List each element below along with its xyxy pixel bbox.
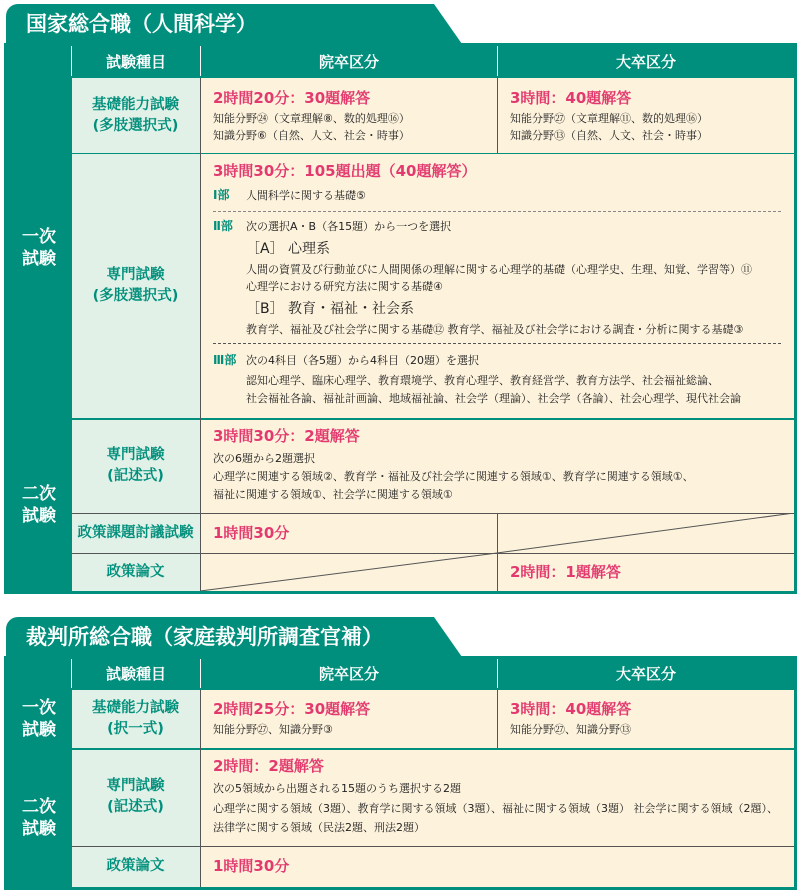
section2-written-time: 2時間：2題解答 — [213, 757, 324, 775]
section1-second-stage-label: 二次 試験 — [7, 418, 71, 591]
section2-written-cell — [200, 748, 794, 846]
section1-specialty-cell — [200, 153, 794, 418]
section2-basic-grad-time: 2時間25分：30題解答 — [213, 700, 371, 718]
grid-line — [71, 153, 794, 154]
section1-basic-grad-time: 2時間20分：30題解答 — [213, 89, 371, 107]
section1-option-b-title: ［B］ 教育・福祉・社会系 — [246, 301, 415, 317]
section2-second-stage-label: 二次 試験 — [7, 748, 71, 887]
diagonal-line-essay-grad — [200, 553, 497, 591]
section1-first-stage-label: 一次 試験 — [7, 78, 71, 418]
section1-part1-text: 人間科学に関する基礎⑤ — [246, 189, 366, 202]
section1-header-graduate: 院卒区分 — [200, 46, 497, 76]
section2-written-line2: 心理学に関する領域（3題）、教育学に関する領域（3題）、福祉に関する領域（3題） 社会学に関する領域（2題）、 — [213, 802, 778, 815]
section1-option-a-title: ［A］ 心理系 — [246, 241, 331, 257]
section1-option-a-line2: 心理学における研究方法に関する基礎④ — [246, 280, 443, 293]
section2-first-stage-label: 一次 試験 — [7, 690, 71, 748]
section2-written-line1: 次の5領域から出題される15題のうち選択する2題 — [213, 782, 461, 795]
section1-written-line1: 次の6題から2題選択 — [213, 452, 315, 465]
section2-basic-grad-line1: 知能分野㉗、知識分野③ — [213, 723, 333, 736]
grid-line — [71, 78, 72, 591]
section2-header-exam: 試験種目 — [71, 659, 200, 688]
section1-specialty-time: 3時間30分：105題出題（40題解答） — [213, 162, 477, 180]
section2-header-blank — [7, 659, 71, 688]
diagonal-line-debate-ug — [497, 513, 794, 553]
section1-title: 国家総合職（人間科学） — [26, 12, 257, 36]
section2-basic-ug-line1: 知能分野㉗、知識分野⑬ — [510, 723, 631, 736]
section1-written-time: 3時間30分：2題解答 — [213, 427, 360, 445]
section1-header-undergraduate: 大卒区分 — [497, 46, 794, 76]
section1-part1-label: Ⅰ部 — [213, 188, 230, 202]
section1-written-line3: 福祉に関連する領域①、社会学に関連する領域① — [213, 488, 453, 501]
section2-title: 裁判所総合職（家庭裁判所調査官補） — [26, 625, 383, 649]
section1-essay-ug-time: 2時間：1題解答 — [510, 563, 621, 581]
grid-line — [497, 78, 498, 153]
section2-basic-exam-name: 基礎能力試験 (択一式) — [71, 690, 200, 748]
section2-essay-exam-name: 政策論文 — [71, 846, 200, 887]
section2-basic-ug-time: 3時間：40題解答 — [510, 700, 632, 718]
not-applicable-diagonal — [200, 513, 794, 591]
section2-written-line3: 法律学に関する領域（民法2題、刑法2題） — [213, 821, 425, 834]
section1-basic-ug-line2: 知識分野⑬（自然、人文、社会・時事） — [510, 129, 708, 142]
grid-line — [7, 688, 794, 690]
grid-line — [7, 748, 794, 750]
grid-line — [200, 690, 201, 887]
grid-line — [7, 76, 794, 78]
section1-part-divider-2 — [213, 343, 781, 344]
section1-basic-grad-line1: 知能分野㉔（文章理解⑧、数的処理⑯） — [213, 112, 410, 125]
section1-basic-grad-cell — [200, 78, 497, 153]
section2-header-graduate: 院卒区分 — [200, 659, 497, 688]
section1-written-cell — [200, 418, 794, 513]
section1-basic-ug-cell — [497, 78, 794, 153]
section2-written-exam-name: 専門試験 (記述式) — [71, 748, 200, 846]
section1-basic-exam-name: 基礎能力試験 (多肢選択式) — [71, 78, 200, 153]
section2-basic-grad-cell — [200, 690, 497, 748]
section1-written-exam-name: 専門試験 (記述式) — [71, 418, 200, 513]
section2-title-tab — [6, 617, 434, 657]
section1-part2-text: 次の選択A・B（各15題）から一つを選択 — [246, 220, 452, 233]
section2-header-undergraduate: 大卒区分 — [497, 659, 794, 688]
section1-part-divider-1 — [213, 211, 781, 212]
section1-part3-line1: 認知心理学、臨床心理学、教育環境学、教育心理学、教育経営学、教育方法学、社会福祉総論、 — [246, 374, 719, 387]
section1-part3-line2: 社会福祉各論、福祉計画論、地域福祉論、社会学（理論）、社会学（各論）、社会心理学、現代社会論 — [246, 392, 741, 405]
section2-basic-ug-cell — [497, 690, 794, 748]
section1-title-tab — [6, 4, 434, 44]
section1-debate-grad-time: 1時間30分 — [213, 524, 290, 542]
section1-option-a-line1: 人間の資質及び行動並びに人間関係の理解に関する心理学的基礎（心理学史、生理、知覚、学習等）⑪ — [246, 263, 752, 276]
section2-essay-time: 1時間30分 — [213, 857, 290, 875]
grid-line — [7, 418, 794, 420]
section1-basic-grad-line2: 知識分野⑥（自然、人文、社会・時事） — [213, 129, 410, 142]
section1-written-line2: 心理学に関連する領域②、教育学・福祉及び社会学に関連する領域①、教育学に関連する領域①、 — [213, 470, 694, 483]
section1-part3-text: 次の4科目（各5題）から4科目（20題）を選択 — [246, 354, 479, 367]
section1-basic-ug-time: 3時間：40題解答 — [510, 89, 632, 107]
section1-header-exam: 試験種目 — [71, 46, 200, 76]
section1-specialty-exam-name: 専門試験 (多肢選択式) — [71, 153, 200, 418]
section1-debate-exam-name: 政策課題討議試験 — [71, 513, 200, 553]
section1-basic-ug-line1: 知能分野㉗（文章理解⑪、数的処理⑯） — [510, 112, 708, 125]
grid-line — [71, 846, 794, 847]
section1-option-b-line1: 教育学、福祉及び社会学に関する基礎⑫ 教育学、福祉及び社会学における調査・分析に関する基礎③ — [246, 323, 744, 336]
grid-line — [497, 690, 498, 748]
section1-essay-exam-name: 政策論文 — [71, 553, 200, 591]
section1-header-blank — [7, 46, 71, 76]
grid-line — [71, 690, 72, 887]
section1-part2-label: Ⅱ部 — [213, 219, 233, 233]
section2-essay-cell — [200, 846, 794, 887]
section1-part3-label: Ⅲ部 — [213, 353, 237, 367]
